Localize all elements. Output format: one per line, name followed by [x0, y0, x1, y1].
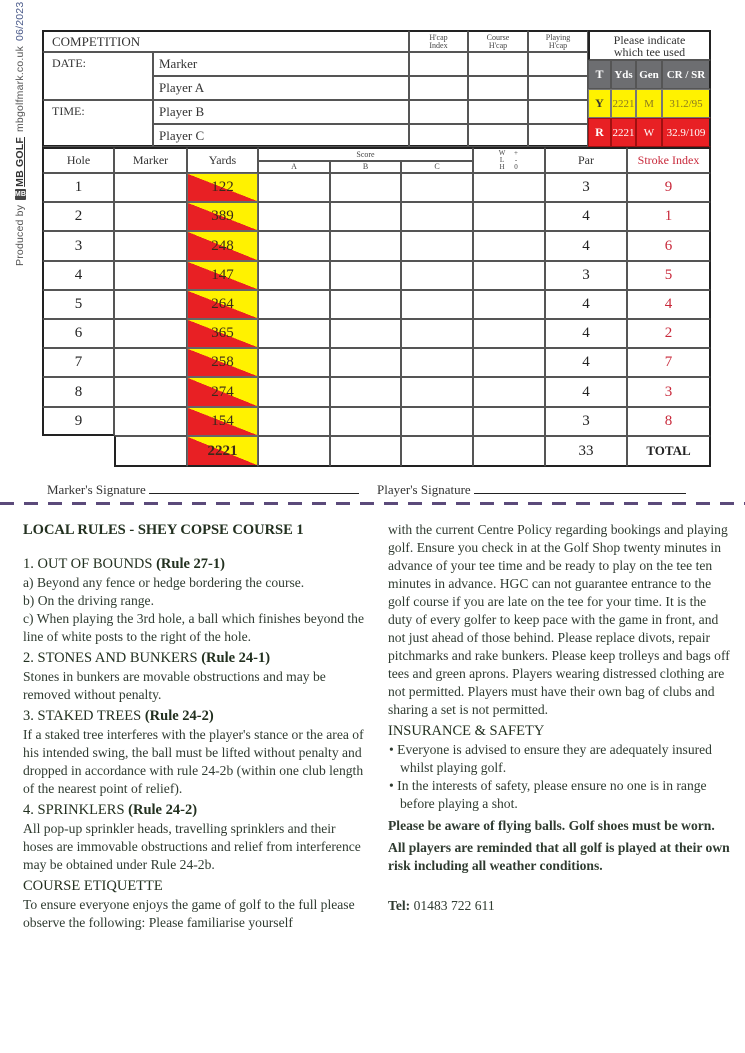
insurance-bullet: • Everyone is advised to ensure they are adequately insured whilst playing golf.: [389, 742, 712, 775]
insurance-title: INSURANCE & SAFETY: [388, 723, 545, 739]
wlh-input[interactable]: [473, 407, 545, 436]
wlh-w: W: [498, 149, 506, 157]
hole-par: 4: [545, 202, 627, 231]
hole-stroke-index: 5: [627, 261, 711, 290]
marker-name-field[interactable]: [153, 52, 409, 76]
total-marker-cell[interactable]: [114, 436, 187, 467]
hole-par: 3: [545, 173, 627, 202]
score-b-input[interactable]: [330, 231, 401, 261]
wlh-minus: -: [514, 156, 518, 164]
rule-3-title: [23, 707, 368, 726]
rule-4-ref: (Rule 24-2): [128, 802, 198, 818]
hole-par: 4: [545, 319, 627, 348]
player-b-course-hcap-input[interactable]: [468, 100, 528, 124]
player-label: Player C: [159, 127, 205, 143]
rule-2-ref: (Rule 24-1): [201, 650, 271, 666]
hole-stroke-index: 4: [627, 290, 711, 319]
score-a-input[interactable]: [258, 173, 330, 202]
hole-yards: 248: [187, 231, 258, 261]
total-score-c[interactable]: [401, 436, 473, 467]
total-score-b[interactable]: [330, 436, 401, 467]
website: mbgolfmark.co.uk: [14, 45, 26, 133]
hole-yards: 122: [187, 173, 258, 202]
score-a-input[interactable]: [258, 319, 330, 348]
hole-stroke-index: 8: [627, 407, 711, 436]
rule-1-line-b: b) On the driving range.: [23, 593, 154, 608]
rule-1-line-c: c) When playing the 3rd hole, a ball which finishes beyond the line of white posts to the right of the hole.: [23, 611, 365, 644]
hole-number: 8: [42, 377, 114, 407]
marker-score-input[interactable]: [114, 377, 187, 407]
score-c-header: C: [401, 161, 473, 173]
marker-signature-label: Marker's Signature: [47, 482, 146, 497]
score-b-input[interactable]: [330, 290, 401, 319]
marker-score-input[interactable]: [114, 202, 187, 231]
local-rules-title-text: LOCAL RULES - SHEY COPSE COURSE 1: [23, 522, 304, 538]
player-b-name-field[interactable]: [153, 100, 409, 124]
tel-label: Tel:: [388, 898, 411, 913]
insurance-bullet-text: In the interests of safety, please ensure no one is in range before playing a shot.: [397, 778, 707, 811]
score-b-input[interactable]: [330, 202, 401, 231]
score-c-input[interactable]: [401, 202, 473, 231]
hole-number: 1: [42, 173, 114, 202]
etiquette-text-start: To ensure everyone enjoys the game of golf to the full please observe the following: Please familiarise yourself: [23, 897, 355, 930]
wlh-l: L: [499, 156, 505, 164]
marker-score-input[interactable]: [114, 231, 187, 261]
score-c-input[interactable]: [401, 377, 473, 407]
hole-stroke-index: 2: [627, 319, 711, 348]
mb-logo-icon: MB: [14, 190, 26, 198]
player-signature[interactable]: [377, 482, 686, 498]
player-b-hcap-index-input[interactable]: [409, 100, 468, 124]
total-label: TOTAL: [627, 436, 711, 467]
course-hcap-header: [468, 30, 528, 52]
rule-4-text: All pop-up sprinkler heads, travelling sprinklers and their hoses are immovable obstructions and relief from interference may be obtained under Rule 24-2b.: [23, 821, 361, 872]
score-c-input[interactable]: [401, 173, 473, 202]
insurance-bullet-text: Everyone is advised to ensure they are adequately insured whilst playing golf.: [397, 742, 712, 775]
tee-yellow-gen: M: [636, 89, 662, 118]
hole-yards: 264: [187, 290, 258, 319]
local-rules-right: [388, 521, 733, 915]
cut-line: [0, 502, 745, 505]
score-a-input[interactable]: [258, 261, 330, 290]
wlh-input[interactable]: [473, 290, 545, 319]
wlh-input[interactable]: [473, 348, 545, 377]
score-b-input[interactable]: [330, 173, 401, 202]
hole-par: 3: [545, 407, 627, 436]
player-c-course-hcap-input[interactable]: [468, 124, 528, 147]
etiquette-text-continued: with the current Centre Policy regarding bookings and playing golf. Ensure you check in at the Golf Shop twenty minutes in advance of your tee time and be ready to play on the tee ten minutes in advance. HGC can not guarantee entrance to the golf course if you are late on the tee for your time. It is the duty of every golfer to keep pace with the game in front, and not just ahead of those behind. Please replace divots, repair pitchmarks and rake bunkers. Please keep trolleys and bags off tees and green aprons. Players wearing distressed clothing are not permitted. Players must have their own bag of clubs and sharing a set is not permitted.: [388, 522, 730, 717]
tee-yellow-yds: 2221: [611, 89, 636, 118]
wlh-key: [495, 150, 523, 171]
score-c-input[interactable]: [401, 348, 473, 377]
score-c-input[interactable]: [401, 319, 473, 348]
marker-score-input[interactable]: [114, 173, 187, 202]
score-a-input[interactable]: [258, 348, 330, 377]
rule-2-title: [23, 649, 368, 668]
marker-score-input[interactable]: [114, 348, 187, 377]
hcap-index-label: H'cap Index: [429, 32, 448, 50]
local-rules-left: [23, 521, 368, 932]
time-field[interactable]: [42, 100, 153, 147]
hole-stroke-index: 7: [627, 348, 711, 377]
score-c-input[interactable]: [401, 407, 473, 436]
hole-stroke-index: 6: [627, 231, 711, 261]
wlh-header: [473, 147, 545, 173]
competition-label: COMPETITION: [52, 33, 141, 49]
player-b-playing-hcap-input[interactable]: [528, 100, 588, 124]
rule-2-text: Stones in bunkers are movable obstructions and may be removed without penalty.: [23, 669, 326, 702]
player-a-hcap-index-input[interactable]: [409, 76, 468, 100]
wlh-input[interactable]: [473, 319, 545, 348]
marker-header: Marker: [114, 147, 187, 173]
print-date: 06/2023: [14, 1, 26, 41]
side-credit: [14, 2, 26, 266]
course-hcap-label: Course H'cap: [486, 32, 510, 50]
marker-playing-hcap-input[interactable]: [528, 52, 588, 76]
player-label: Marker: [159, 56, 198, 71]
player-signature-line[interactable]: [474, 493, 686, 494]
hole-number: 3: [42, 231, 114, 261]
score-c-input[interactable]: [401, 261, 473, 290]
player-a-playing-hcap-input[interactable]: [528, 76, 588, 100]
score-b-input[interactable]: [330, 261, 401, 290]
wlh-h: H: [499, 163, 505, 171]
tee-red-yds: 2221: [611, 118, 636, 147]
tee-red-gen: W: [636, 118, 662, 147]
tee-yellow-option[interactable]: Y: [588, 89, 611, 118]
hole-yards: 274: [187, 377, 258, 407]
date-label: DATE:: [52, 56, 86, 70]
hole-yards: 365: [187, 319, 258, 348]
produced-by: Produced by: [14, 204, 26, 266]
tee-col-cr-sr: CR / SR: [662, 60, 711, 89]
stroke-index-header: Stroke Index: [627, 147, 711, 173]
rule-3-name: 3. STAKED TREES: [23, 708, 142, 724]
hole-number: 4: [42, 261, 114, 290]
playing-hcap-label: Playing H'cap: [545, 32, 571, 50]
wlh-input[interactable]: [473, 202, 545, 231]
hole-number: 9: [42, 407, 114, 436]
rule-1-title: [23, 555, 368, 574]
rule-1-ref: (Rule 27-1): [156, 556, 225, 572]
score-b-input[interactable]: [330, 348, 401, 377]
tel-number[interactable]: 01483 722 611: [413, 898, 495, 913]
total-yards: 2221: [187, 436, 258, 467]
player-signature-label: Player's Signature: [377, 482, 471, 497]
rule-1-name: 1. OUT OF BOUNDS: [23, 556, 153, 572]
score-a-input[interactable]: [258, 231, 330, 261]
par-header: Par: [545, 147, 627, 173]
rule-1-line-a: a) Beyond any fence or hedge bordering the course.: [23, 575, 305, 590]
total-wlh[interactable]: [473, 436, 545, 467]
hole-par: 4: [545, 290, 627, 319]
local-rules-title: [23, 521, 368, 540]
wlh-input[interactable]: [473, 231, 545, 261]
telephone: [388, 897, 733, 915]
player-label: Player B: [159, 104, 205, 119]
wlh-input[interactable]: [473, 261, 545, 290]
player-a-name-field[interactable]: [153, 76, 409, 100]
hole-number: 2: [42, 202, 114, 231]
time-label: TIME:: [52, 104, 85, 118]
hole-yards: 154: [187, 407, 258, 436]
hole-stroke-index: 9: [627, 173, 711, 202]
score-b-input[interactable]: [330, 319, 401, 348]
score-c-input[interactable]: [401, 290, 473, 319]
hole-number: 6: [42, 319, 114, 348]
wlh-input[interactable]: [473, 173, 545, 202]
tee-red-option[interactable]: R: [588, 118, 611, 147]
etiquette-title: COURSE ETIQUETTE: [23, 878, 163, 894]
hole-yards: 389: [187, 202, 258, 231]
tee-col-yds: Yds: [611, 60, 636, 89]
playing-hcap-header: [528, 30, 588, 52]
score-a-input[interactable]: [258, 202, 330, 231]
score-a-input[interactable]: [258, 377, 330, 407]
total-score-a[interactable]: [258, 436, 330, 467]
marker-score-input[interactable]: [114, 319, 187, 348]
marker-signature-line[interactable]: [149, 493, 359, 494]
score-b-input[interactable]: [330, 407, 401, 436]
player-c-playing-hcap-input[interactable]: [528, 124, 588, 147]
hole-number: 5: [42, 290, 114, 319]
hole-par: 4: [545, 231, 627, 261]
hole-par: 4: [545, 377, 627, 407]
player-a-course-hcap-input[interactable]: [468, 76, 528, 100]
wlh-input[interactable]: [473, 377, 545, 407]
score-b-header: B: [330, 161, 401, 173]
marker-hcap-index-input[interactable]: [409, 52, 468, 76]
total-par: 33: [545, 436, 627, 467]
hole-stroke-index: 1: [627, 202, 711, 231]
score-b-input[interactable]: [330, 377, 401, 407]
marker-score-input[interactable]: [114, 407, 187, 436]
rule-4-title: [23, 801, 368, 820]
marker-signature[interactable]: [47, 482, 359, 498]
player-c-hcap-index-input[interactable]: [409, 124, 468, 147]
hcap-index-header: [409, 30, 468, 52]
competition-field[interactable]: [42, 30, 409, 52]
marker-score-input[interactable]: [114, 290, 187, 319]
score-c-input[interactable]: [401, 231, 473, 261]
date-field[interactable]: [42, 52, 153, 100]
hole-header: Hole: [42, 147, 114, 173]
rule-3-text: If a staked tree interferes with the player's stance or the area of his intended swing, the ball must be lifted without penalty and dropped in accordance with rule 24-2b (within one club length of the nearest point of relief).: [23, 727, 364, 796]
rule-4-name: 4. SPRINKLERS: [23, 802, 125, 818]
marker-course-hcap-input[interactable]: [468, 52, 528, 76]
brand-name: MB GOLF: [14, 137, 26, 187]
tee-yellow-cr-sr: 31.2/95: [662, 89, 711, 118]
mb-golf-logo: [14, 137, 26, 200]
hole-number: 7: [42, 348, 114, 377]
tee-col-gen: Gen: [636, 60, 662, 89]
wlh-zero: 0: [514, 163, 518, 171]
wlh-plus: +: [514, 149, 518, 157]
score-a-input[interactable]: [258, 407, 330, 436]
hole-par: 3: [545, 261, 627, 290]
tee-col-t: T: [588, 60, 611, 89]
score-header: Score: [258, 147, 473, 161]
player-c-name-field[interactable]: [153, 124, 409, 147]
insurance-bullet: • In the interests of safety, please ensure no one is in range before playing a shot.: [389, 778, 707, 811]
tee-red-cr-sr: 32.9/109: [662, 118, 711, 147]
hole-yards: 258: [187, 348, 258, 377]
hole-stroke-index: 3: [627, 377, 711, 407]
hole-par: 4: [545, 348, 627, 377]
tee-panel-title-text: Please indicate which tee used: [613, 32, 686, 59]
flying-balls-notice: Please be aware of flying balls. Golf shoes must be worn.: [388, 818, 715, 833]
rule-3-ref: (Rule 24-2): [144, 708, 214, 724]
score-a-input[interactable]: [258, 290, 330, 319]
hole-yards: 147: [187, 261, 258, 290]
yards-header: Yards: [187, 147, 258, 173]
marker-score-input[interactable]: [114, 261, 187, 290]
own-risk-notice: All players are reminded that all golf is played at their own risk including all weather conditions.: [388, 840, 730, 873]
rule-2-name: 2. STONES AND BUNKERS: [23, 650, 198, 666]
tee-panel-title: [588, 30, 711, 60]
score-a-header: A: [258, 161, 330, 173]
player-label: Player A: [159, 80, 205, 95]
